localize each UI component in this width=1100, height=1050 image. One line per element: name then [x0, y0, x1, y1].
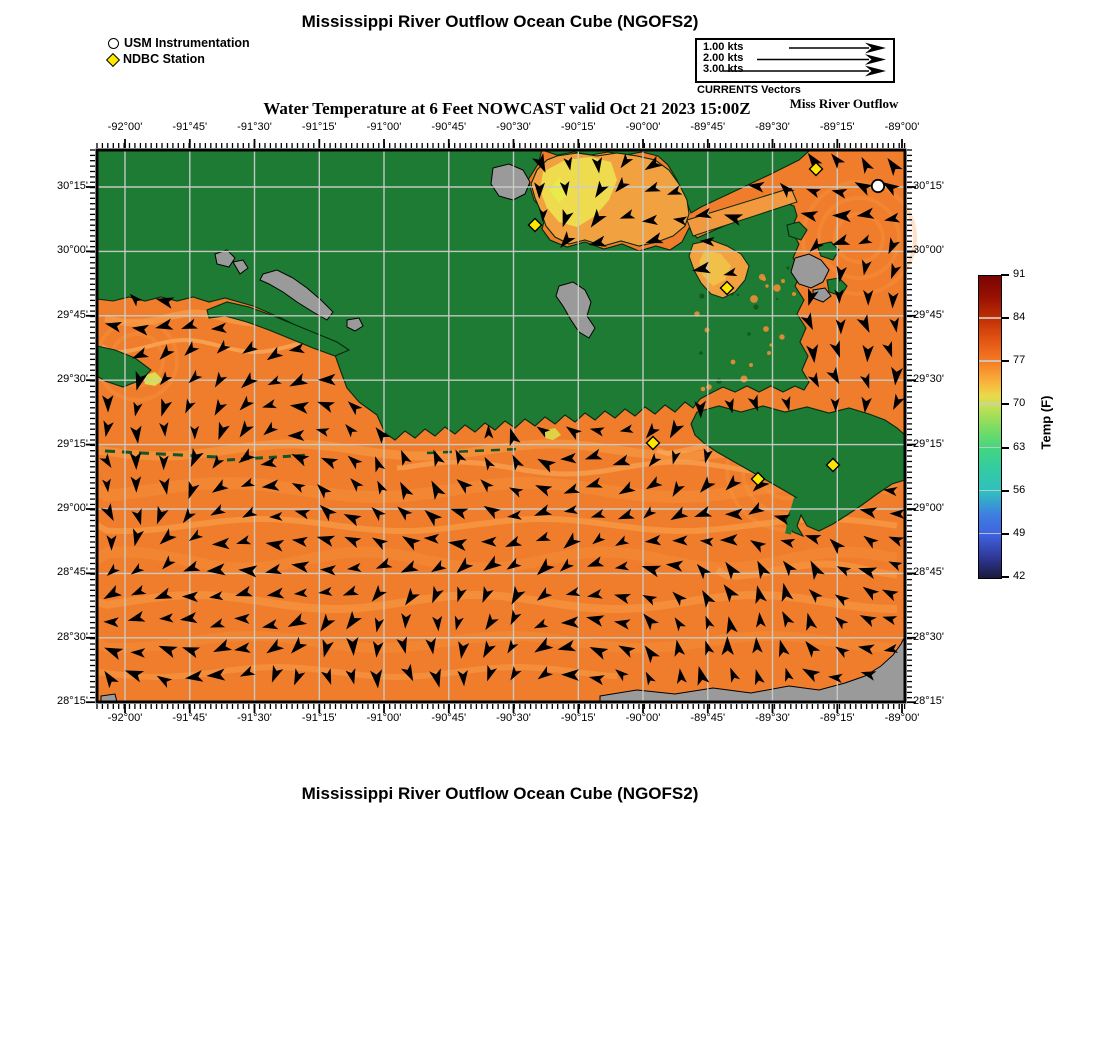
colorbar-tick-label: 70 [1013, 397, 1026, 410]
usm-station-marker [872, 180, 884, 192]
vector-legend-caption: CURRENTS Vectors [697, 84, 801, 96]
colorbar-tick [1001, 490, 1009, 492]
lon-tick-label: -90°15' [560, 712, 596, 724]
lon-tick-label: -91°00' [366, 712, 402, 724]
lat-tick-label: 30°15' [913, 180, 944, 192]
map-content [86, 139, 916, 713]
lat-tick-label: 30°00' [913, 244, 944, 257]
lon-tick-label: -89°00' [884, 121, 920, 133]
lat-tick-label: 28°45' [913, 566, 944, 579]
lon-tick-label: -90°30' [496, 121, 531, 133]
lat-tick-label: 28°45' [57, 566, 88, 579]
colorbar-gridline [979, 360, 1001, 362]
vector-scale-1: 1.00 kts [703, 41, 744, 53]
colorbar-gridline [979, 403, 1001, 405]
lon-tick-label: -92°00' [107, 712, 143, 724]
vector-scale-legend [695, 38, 895, 83]
colorbar-tick-label: 84 [1013, 311, 1026, 324]
colorbar-tick-label: 42 [1013, 570, 1026, 582]
lat-tick-label: 28°30' [913, 630, 944, 643]
lat-tick-label: 30°15' [57, 180, 88, 192]
colorbar-tick [1001, 533, 1009, 535]
lon-tick-label: -89°30' [755, 121, 790, 133]
lon-tick-label: -91°30' [237, 121, 272, 133]
lat-tick-label: 29°00' [57, 502, 88, 514]
colorbar-tick-label: 56 [1013, 483, 1026, 496]
legend-ndbc [108, 52, 205, 68]
lon-tick-label: -89°15' [819, 121, 855, 133]
lon-tick-label: -90°15' [560, 121, 596, 133]
colorbar-tick [1001, 360, 1009, 362]
lon-tick-label: -91°45' [172, 712, 208, 724]
lat-tick-label: 28°30' [57, 630, 88, 643]
legend-usm [108, 36, 250, 52]
lat-tick-label: 29°30' [913, 373, 944, 386]
lon-tick-label: -89°30' [755, 712, 790, 724]
lon-tick-label: -90°00' [625, 712, 661, 724]
lon-tick-label: -90°45' [431, 712, 467, 724]
lon-tick-label: -89°45' [690, 712, 726, 724]
colorbar-tick [1001, 317, 1009, 319]
lon-tick-label: -89°45' [690, 121, 726, 133]
lat-tick-label: 28°15' [57, 695, 88, 708]
lon-tick-label: -89°00' [884, 712, 920, 724]
colorbar-tick [1001, 447, 1009, 449]
colorbar-tick [1001, 403, 1009, 405]
lat-tick-label: 29°45' [913, 308, 944, 321]
lat-tick-label: 29°15' [913, 437, 944, 450]
colorbar-gridline [979, 490, 1001, 492]
colorbar-tick-label: 77 [1013, 354, 1026, 367]
lon-tick-label: -91°00' [366, 121, 402, 133]
lon-tick-label: -90°00' [625, 121, 661, 133]
page-title-bottom: Mississippi River Outflow Ocean Cube (NGOFS2) [301, 784, 699, 803]
ndbc-label: NDBC Station [123, 52, 205, 66]
vector-scale-2: 2.00 kts [703, 52, 744, 64]
lon-tick-label: -89°15' [819, 712, 855, 724]
lat-tick-label: 29°15' [57, 437, 88, 450]
lat-tick-label: 30°00' [57, 244, 88, 257]
lon-tick-label: -91°15' [301, 121, 337, 133]
subtitle: Water Temperature at 6 Feet NOWCAST valid Oct 21 2023 15:00Z [263, 99, 751, 118]
vector-scale-arrows [697, 40, 893, 81]
usm-circle-icon [108, 38, 119, 49]
lon-tick-label: -91°30' [237, 712, 272, 724]
lat-tick-label: 29°00' [913, 502, 944, 514]
colorbar-tick [1001, 576, 1009, 578]
colorbar-tick-label: 91 [1013, 268, 1026, 280]
colorbar-label: Temp (F) [1038, 395, 1054, 450]
region-label: Miss River Outflow [789, 96, 899, 111]
lon-tick-label: -91°15' [301, 712, 337, 724]
lon-tick-label: -91°45' [172, 121, 208, 133]
page-title: Mississippi River Outflow Ocean Cube (NGOFS2) [301, 12, 699, 31]
colorbar-tick [1001, 274, 1009, 276]
colorbar-gridline [979, 533, 1001, 535]
map-canvas [85, 138, 917, 714]
lon-tick-label: -92°00' [107, 121, 143, 133]
vector-scale-3: 3.00 kts [703, 63, 744, 75]
lat-tick-label: 28°15' [913, 695, 944, 708]
ndbc-diamond-icon [106, 53, 120, 67]
lat-tick-label: 29°30' [57, 373, 88, 386]
colorbar-tick-label: 49 [1013, 526, 1026, 539]
lat-tick-label: 29°45' [57, 308, 88, 321]
lon-tick-label: -90°45' [431, 121, 467, 133]
colorbar-gridline [979, 447, 1001, 449]
lon-tick-label: -90°30' [496, 712, 531, 724]
colorbar-gridline [979, 317, 1001, 319]
usm-label: USM Instrumentation [124, 36, 250, 50]
colorbar-tick-label: 63 [1013, 440, 1026, 453]
